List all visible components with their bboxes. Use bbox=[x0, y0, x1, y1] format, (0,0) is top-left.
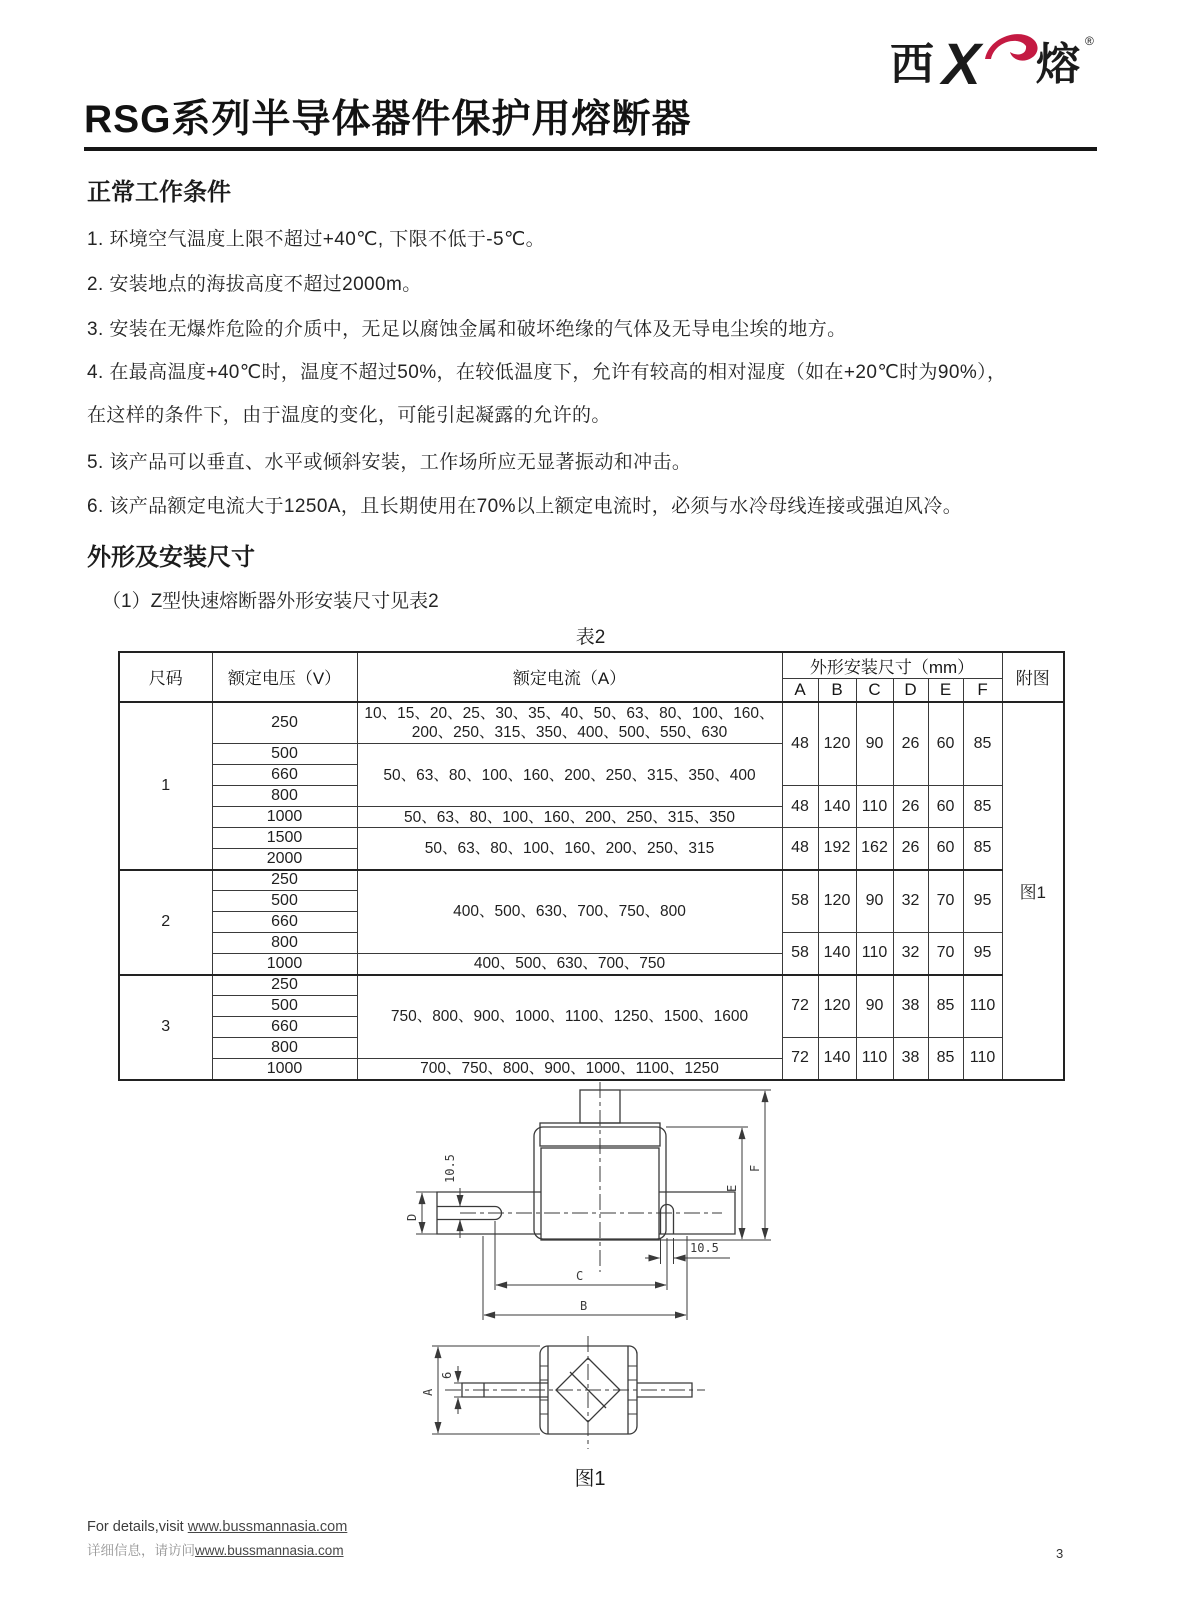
dim-a-cell: 58 bbox=[782, 870, 818, 933]
logo-monogram-x: X bbox=[942, 32, 981, 94]
dim-d-cell: 26 bbox=[893, 702, 928, 786]
voltage-cell: 250 bbox=[212, 975, 357, 996]
voltage-cell: 800 bbox=[212, 786, 357, 807]
footer-line-en bbox=[87, 1519, 347, 1535]
dim-a-cell: 48 bbox=[782, 702, 818, 786]
brand-logo bbox=[888, 28, 1100, 94]
dim-a-cell: 48 bbox=[782, 786, 818, 828]
dim-d-cell: 26 bbox=[893, 828, 928, 870]
dim-f-cell: 85 bbox=[963, 828, 1002, 870]
dim-f-cell: 85 bbox=[963, 786, 1002, 828]
condition-item-4-continued: 在这样的条件下，由于温度的变化，可能引起凝露的允许的。 bbox=[87, 405, 611, 426]
condition-item-1: 1. 环境空气温度上限不超过+40℃, 下限不低于-5℃。 bbox=[87, 229, 546, 250]
dim-ext-d bbox=[416, 1192, 437, 1234]
voltage-cell: 1000 bbox=[212, 954, 357, 975]
dim-label-d: D bbox=[405, 1213, 419, 1221]
current-cell: 750、800、900、1000、1100、1250、1500、1600 bbox=[357, 975, 782, 1059]
voltage-cell: 250 bbox=[212, 702, 357, 744]
header-current: 额定电流（A） bbox=[357, 652, 782, 702]
condition-item-3: 3. 安装在无爆炸危险的介质中，无足以腐蚀金属和破坏绝缘的气体及无导电尘埃的地方。 bbox=[87, 319, 847, 340]
dim-d-cell: 38 bbox=[893, 1038, 928, 1080]
voltage-cell: 660 bbox=[212, 765, 357, 786]
voltage-cell: 1500 bbox=[212, 828, 357, 849]
voltage-cell: 800 bbox=[212, 933, 357, 954]
current-cell: 700、750、800、900、1000、1100、1250 bbox=[357, 1059, 782, 1080]
page-title: RSG系列半导体器件保护用熔断器 bbox=[84, 98, 692, 141]
dim-b-cell: 120 bbox=[818, 975, 856, 1038]
dim-c-cell: 90 bbox=[856, 975, 893, 1038]
footer-url-en[interactable]: www.bussmannasia.com bbox=[187, 1519, 348, 1535]
dim-f-cell: 110 bbox=[963, 1038, 1002, 1080]
title-divider bbox=[84, 147, 1097, 151]
dim-b-cell: 120 bbox=[818, 870, 856, 933]
condition-item-2: 2. 安装地点的海拔高度不超过2000m。 bbox=[87, 274, 422, 295]
voltage-cell: 2000 bbox=[212, 849, 357, 870]
dim-b-cell: 192 bbox=[818, 828, 856, 870]
dim-f-cell: 95 bbox=[963, 870, 1002, 933]
table-reference-note: （1）Z型快速熔断器外形安装尺寸见表2 bbox=[102, 591, 439, 612]
condition-item-5: 5. 该产品可以垂直、水平或倾斜安装，工作场所应无显著振动和冲击。 bbox=[87, 452, 692, 473]
dim-d-cell: 32 bbox=[893, 933, 928, 975]
voltage-cell: 1000 bbox=[212, 1059, 357, 1080]
dim-b-cell: 140 bbox=[818, 1038, 856, 1080]
dim-label-f: F bbox=[748, 1164, 762, 1172]
dim-b-cell: 140 bbox=[818, 933, 856, 975]
dim-c-cell: 162 bbox=[856, 828, 893, 870]
logo-char-rong: 熔 bbox=[1036, 40, 1080, 89]
dim-e-cell: 60 bbox=[928, 702, 963, 786]
figure1-front-view-drawing bbox=[390, 1080, 970, 1330]
logo-char-xi: 西 bbox=[890, 40, 934, 89]
dim-a-cell: 48 bbox=[782, 828, 818, 870]
dim-a-cell: 58 bbox=[782, 933, 818, 975]
condition-item-6: 6. 该产品额定电流大于1250A，且长期使用在70%以上额定电流时，必须与水冷母线连接或强迫风冷。 bbox=[87, 496, 963, 517]
right-notch-1 bbox=[628, 1366, 637, 1380]
current-cell: 10、15、20、25、30、35、40、50、63、80、100、160、200、250、315、350、400、500、550、630 bbox=[357, 702, 782, 744]
dim-a-cell: 72 bbox=[782, 975, 818, 1038]
dim-label-e: E bbox=[725, 1184, 739, 1192]
logo-red-swoosh-icon bbox=[985, 34, 1038, 61]
dim-e-cell: 70 bbox=[928, 933, 963, 975]
header-figure: 附图 bbox=[1002, 652, 1064, 702]
figure-caption: 图1 bbox=[574, 1468, 606, 1490]
voltage-cell: 500 bbox=[212, 996, 357, 1017]
footer-en-prefix: For details,visit bbox=[87, 1519, 188, 1535]
size-cell: 2 bbox=[119, 870, 212, 975]
voltage-cell: 660 bbox=[212, 1017, 357, 1038]
dim-label-slot-right: 10.5 bbox=[690, 1241, 719, 1255]
voltage-cell: 1000 bbox=[212, 807, 357, 828]
dim-d-cell: 38 bbox=[893, 975, 928, 1038]
page-number: 3 bbox=[1056, 1546, 1064, 1561]
dim-d-cell: 26 bbox=[893, 786, 928, 828]
dim-e-cell: 60 bbox=[928, 786, 963, 828]
dim-e-cell: 85 bbox=[928, 975, 963, 1038]
size-cell: 3 bbox=[119, 975, 212, 1080]
dim-f-cell: 110 bbox=[963, 975, 1002, 1038]
right-slot bbox=[661, 1205, 674, 1235]
header-voltage: 额定电压（V） bbox=[212, 652, 357, 702]
header-dimensions: 外形安装尺寸（mm） bbox=[782, 652, 1002, 679]
voltage-cell: 250 bbox=[212, 870, 357, 891]
footer-url-cn[interactable]: www.bussmannasia.com bbox=[195, 1543, 344, 1558]
left-notch-2 bbox=[540, 1400, 548, 1414]
spec-table bbox=[118, 651, 1065, 1081]
table-caption: 表2 bbox=[575, 627, 606, 648]
registered-mark: ® bbox=[1085, 34, 1094, 48]
dim-c-cell: 110 bbox=[856, 786, 893, 828]
current-cell: 50、63、80、100、160、200、250、315 bbox=[357, 828, 782, 870]
dim-c-cell: 90 bbox=[856, 702, 893, 786]
voltage-cell: 500 bbox=[212, 891, 357, 912]
current-cell: 50、63、80、100、160、200、250、315、350、400 bbox=[357, 744, 782, 807]
dim-e-cell: 60 bbox=[928, 828, 963, 870]
figure1-top-view-drawing bbox=[400, 1334, 960, 1464]
footer-line-cn bbox=[87, 1539, 344, 1559]
footer-cn-prefix: 详细信息，请访问 bbox=[87, 1543, 195, 1558]
dim-e-cell: 70 bbox=[928, 870, 963, 933]
dim-b-cell: 120 bbox=[818, 702, 856, 786]
dim-e-cell: 85 bbox=[928, 1038, 963, 1080]
current-cell: 400、500、630、700、750、800 bbox=[357, 870, 782, 954]
dim-c-cell: 90 bbox=[856, 870, 893, 933]
dim-label-c: C bbox=[576, 1269, 584, 1283]
voltage-cell: 660 bbox=[212, 912, 357, 933]
figure-ref-cell: 图1 bbox=[1002, 702, 1064, 1080]
header-dim-b: B bbox=[818, 679, 856, 702]
left-notch-1 bbox=[540, 1366, 548, 1380]
voltage-cell: 500 bbox=[212, 744, 357, 765]
voltage-cell: 800 bbox=[212, 1038, 357, 1059]
current-cell: 400、500、630、700、750 bbox=[357, 954, 782, 975]
dim-b-cell: 140 bbox=[818, 786, 856, 828]
dim-c-cell: 110 bbox=[856, 933, 893, 975]
size-cell: 1 bbox=[119, 702, 212, 870]
dim-label-slot-left: 10.5 bbox=[443, 1154, 457, 1183]
dim-label-blade: 6 bbox=[440, 1371, 454, 1379]
right-notch-2 bbox=[628, 1400, 637, 1414]
dim-f-cell: 85 bbox=[963, 702, 1002, 786]
header-dim-c: C bbox=[856, 679, 893, 702]
condition-item-4: 4. 在最高温度+40℃时，温度不超过50%，在较低温度下，允许有较高的相对湿度（如在+20℃时为90%）， bbox=[87, 362, 1007, 383]
header-size: 尺码 bbox=[119, 652, 212, 702]
dim-f-cell: 95 bbox=[963, 933, 1002, 975]
dim-a-cell: 72 bbox=[782, 1038, 818, 1080]
current-cell: 50、63、80、100、160、200、250、315、350 bbox=[357, 807, 782, 828]
header-dim-d: D bbox=[893, 679, 928, 702]
section-heading-outline-dimensions: 外形及安装尺寸 bbox=[87, 544, 255, 571]
dim-d-cell: 32 bbox=[893, 870, 928, 933]
header-dim-f: F bbox=[963, 679, 1002, 702]
dim-c-cell: 110 bbox=[856, 1038, 893, 1080]
header-dim-a: A bbox=[782, 679, 818, 702]
section-heading-working-conditions: 正常工作条件 bbox=[87, 179, 231, 206]
dim-label-b: B bbox=[580, 1299, 588, 1313]
dim-label-a: A bbox=[421, 1388, 435, 1396]
header-dim-e: E bbox=[928, 679, 963, 702]
